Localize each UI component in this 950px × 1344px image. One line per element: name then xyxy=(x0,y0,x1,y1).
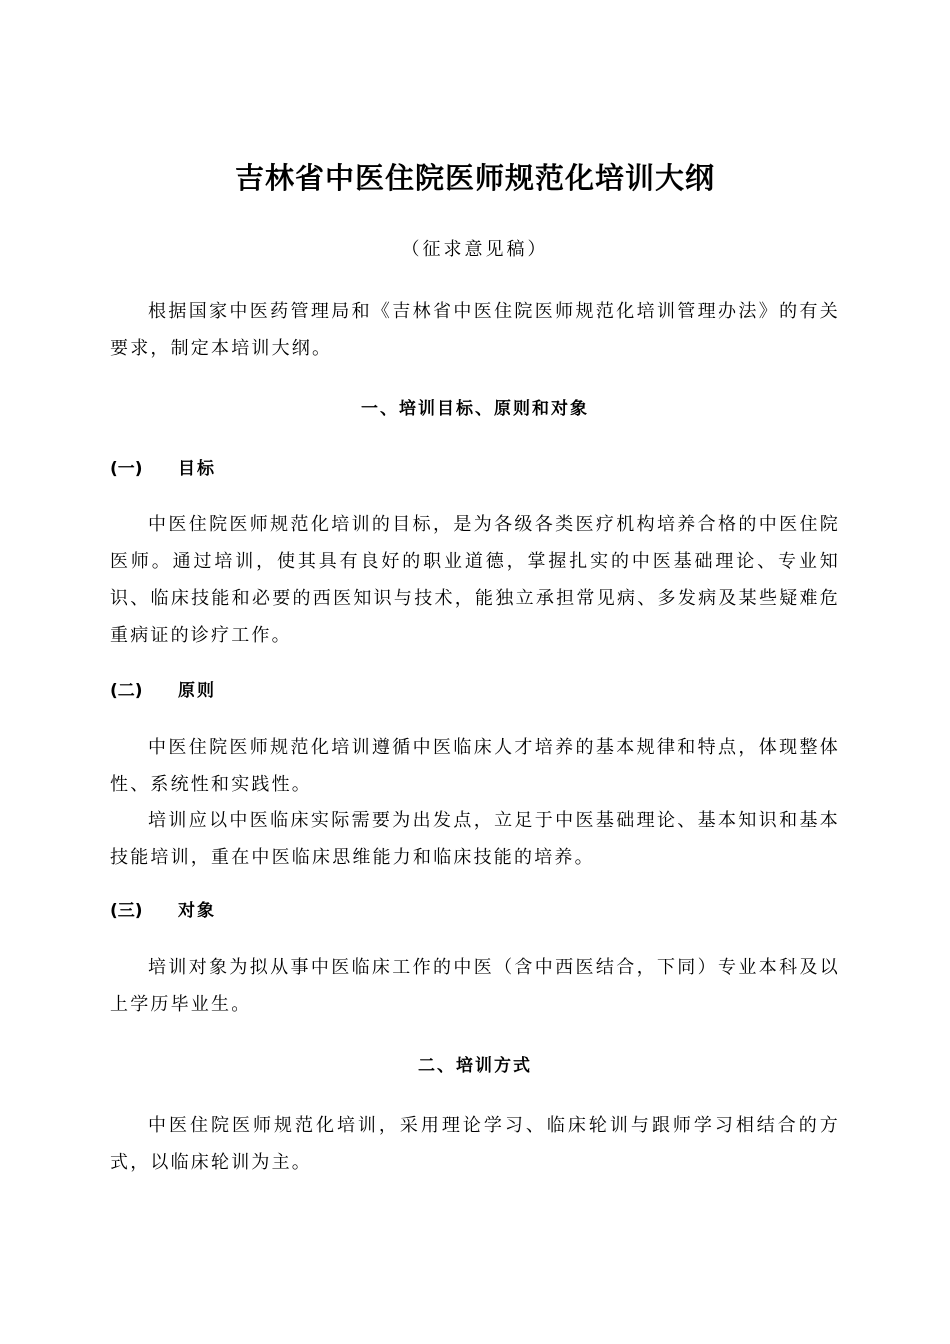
objective-paragraph: 中医住院医师规范化培训的目标，是为各级各类医疗机构培养合格的中医住院医师。通过培训，使其具有良好的职业道德，掌握扎实的中医基础理论、专业知识、临床技能和必要的西医知识与技术，能独立承担常见病、多发病及某些疑难危重病证的诊疗工作。 xyxy=(110,514,840,646)
document-title: 吉林省中医住院医师规范化培训大纲 xyxy=(234,161,715,195)
subsection-3-heading xyxy=(110,898,216,924)
document-subtitle: （征求意见稿） xyxy=(401,239,549,260)
subsection-3-label: 对象 xyxy=(178,901,216,921)
subsection-1-number: (一) xyxy=(110,459,143,479)
method-paragraph: 中医住院医师规范化培训，采用理论学习、临床轮训与跟师学习相结合的方式，以临床轮训为主。 xyxy=(110,1115,840,1173)
principle-paragraph-2: 培训应以中医临床实际需要为出发点，立足于中医基础理论、基本知识和基本技能培训，重在中医临床思维能力和临床技能的培养。 xyxy=(110,810,840,868)
subsection-3-number: (三) xyxy=(110,901,143,921)
subsection-2-number: (二) xyxy=(110,681,143,701)
section-1-heading: 一、培训目标、原则和对象 xyxy=(361,399,589,419)
subsection-1-heading xyxy=(110,456,216,482)
principle-paragraph-1: 中医住院医师规范化培训遵循中医临床人才培养的基本规律和特点，体现整体性、系统性和实践性。 xyxy=(110,737,840,795)
subsection-2-label: 原则 xyxy=(178,681,216,701)
subsection-2-heading xyxy=(110,678,216,704)
target-paragraph: 培训对象为拟从事中医临床工作的中医（含中西医结合，下同）专业本科及以上学历毕业生。 xyxy=(110,957,840,1015)
section-2-heading: 二、培训方式 xyxy=(418,1056,532,1076)
intro-paragraph: 根据国家中医药管理局和《吉林省中医住院医师规范化培训管理办法》的有关要求，制定本培训大纲。 xyxy=(110,301,840,359)
subsection-1-label: 目标 xyxy=(178,459,216,479)
